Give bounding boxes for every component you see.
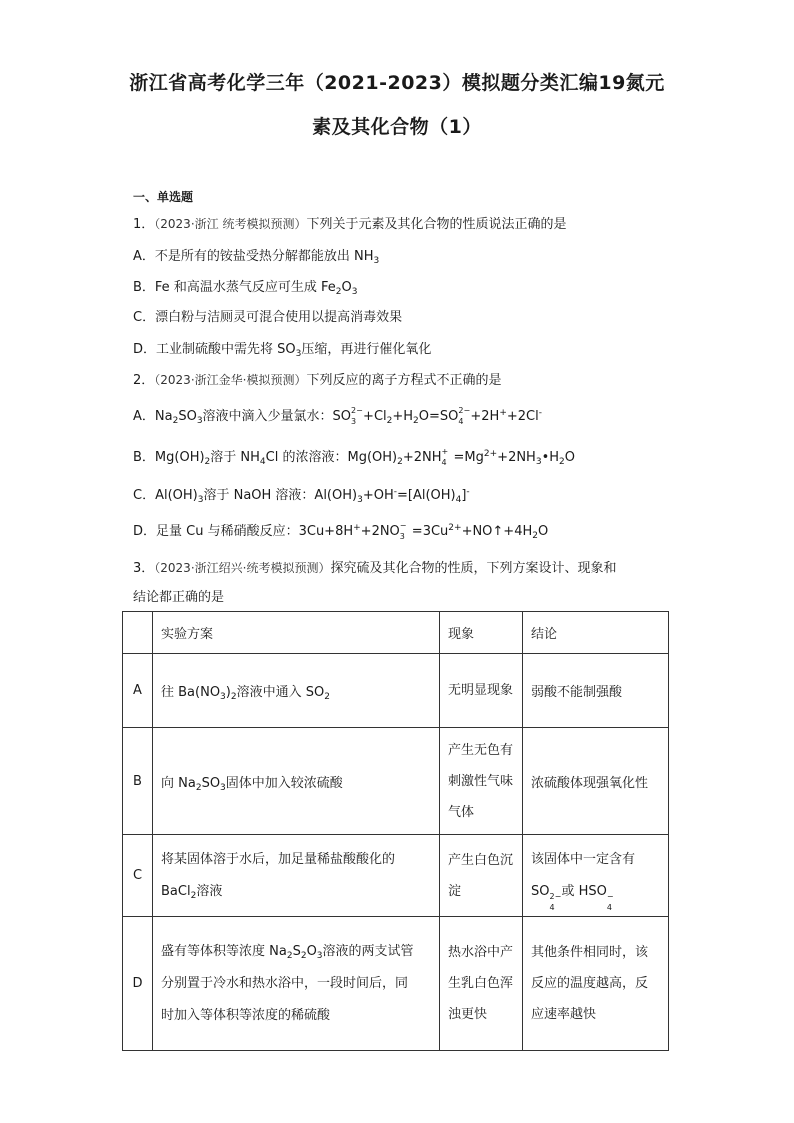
conclusion-text: 该固体中一定含有 xyxy=(531,851,636,867)
question-source: （2023·浙江 统考模拟预测） xyxy=(154,217,307,231)
subscript: 3 xyxy=(220,782,226,793)
plan-text: 时加入等体积等浓度的稀硫酸 xyxy=(161,1007,331,1023)
header-plan: 实验方案 xyxy=(153,612,440,654)
superscript: + xyxy=(353,523,361,533)
charge: 2− xyxy=(549,891,562,901)
plan-text: BaCl xyxy=(161,883,191,899)
subscript: 2 xyxy=(532,531,538,541)
row-label: C xyxy=(123,835,153,917)
question-number: 1． xyxy=(133,217,155,232)
row-label: B xyxy=(123,728,153,835)
formula-text: +Cl xyxy=(363,409,387,424)
count: 4 xyxy=(549,902,555,912)
document-title-line2: 素及其化合物（1） xyxy=(312,116,482,138)
formula-text: =3Cu xyxy=(411,524,449,539)
ion-charge xyxy=(458,406,471,426)
subscript: 2 xyxy=(397,457,403,467)
subscript: 3 xyxy=(535,457,542,467)
subscript: 3 xyxy=(351,287,358,297)
row-conclusion xyxy=(523,835,669,917)
plan-text: O xyxy=(306,943,317,959)
formula-text: +NO↑+4H xyxy=(461,524,533,539)
formula-text: +2H xyxy=(470,409,500,424)
formula-text: A．Na xyxy=(133,409,173,424)
subscript: 3 xyxy=(220,692,226,702)
option-text: O xyxy=(341,280,352,295)
count: 4 xyxy=(606,902,612,912)
superscript: 2+ xyxy=(448,523,462,533)
superscript: + xyxy=(499,408,507,418)
question-3-stem xyxy=(133,557,616,576)
plan-text xyxy=(161,876,431,908)
option-text: A．不是所有的铵盐受热分解都能放出 NH xyxy=(133,249,374,264)
table-row xyxy=(123,917,669,1051)
subscript: 2 xyxy=(386,416,393,426)
count: 4 xyxy=(458,417,464,426)
question-2-option-a xyxy=(133,405,542,424)
row-conclusion: 其他条件相同时，该反应的温度越高，反应速率越快 xyxy=(523,917,669,1051)
question-2-option-d xyxy=(133,520,548,539)
question-2-stem xyxy=(133,369,501,388)
superscript: - xyxy=(466,487,470,497)
table-row xyxy=(123,654,669,728)
experiment-table xyxy=(122,611,669,1051)
formula-text: +2Cl xyxy=(506,409,539,424)
subscript: 2 xyxy=(559,457,565,467)
question-1-option-c: C．漂白粉与洁厕灵可混合使用以提高消毒效果 xyxy=(133,310,403,325)
formula-text: •H xyxy=(541,450,560,465)
charge: 2− xyxy=(351,406,363,415)
plan-text: 向 Na xyxy=(161,775,196,791)
table-row xyxy=(123,728,669,835)
row-plan xyxy=(153,728,440,835)
plan-text: S xyxy=(292,943,301,959)
subscript: 4 xyxy=(259,457,266,467)
row-label: A xyxy=(123,654,153,728)
subscript: 2 xyxy=(204,457,211,467)
superscript: - xyxy=(538,408,542,418)
ion-charge xyxy=(399,521,412,541)
charge: − xyxy=(606,891,614,901)
superscript: 2+ xyxy=(483,449,498,459)
formula-text: +2NO xyxy=(360,524,400,539)
conclusion-text: 或 HSO xyxy=(561,883,607,899)
table-row xyxy=(123,835,669,917)
subscript: 3 xyxy=(316,950,323,961)
formula-text: +2NH xyxy=(497,450,536,465)
subscript: 2 xyxy=(300,950,307,961)
plan-text: 溶液 xyxy=(196,883,223,899)
charge: 2− xyxy=(458,406,471,415)
document-title-line1: 浙江省高考化学三年（2021-2023）模拟题分类汇编19氮元 xyxy=(129,72,665,94)
formula-text: +H xyxy=(392,409,414,424)
subscript: 4 xyxy=(455,495,462,505)
question-number: 3． xyxy=(133,561,155,576)
count: 3 xyxy=(351,417,357,426)
count: 3 xyxy=(399,532,405,541)
row-phenomenon: 无明显现象 xyxy=(440,654,523,728)
formula-text: O xyxy=(537,524,549,539)
row-plan xyxy=(153,917,440,1051)
charge: − xyxy=(399,521,407,530)
formula-text: 溶于 NaOH 溶液：Al(OH) xyxy=(203,488,358,503)
row-conclusion: 弱酸不能制强酸 xyxy=(523,654,669,728)
plan-text xyxy=(161,936,431,968)
formula-text: O xyxy=(564,450,575,465)
plan-text: 往 Ba(NO xyxy=(161,685,221,700)
subscript: 2 xyxy=(286,950,293,961)
formula-text: +OH xyxy=(362,488,394,503)
formula-text: C．Al(OH) xyxy=(133,488,198,503)
ion-charge xyxy=(606,884,619,912)
subscript: 3 xyxy=(197,495,204,505)
question-1-option-a xyxy=(133,245,379,264)
section-heading: 一、单选题 xyxy=(133,190,194,204)
question-source: （2023·浙江绍兴·统考模拟预测） xyxy=(154,561,331,575)
charge: + xyxy=(441,447,449,456)
header-phenomenon: 现象 xyxy=(440,612,523,654)
question-text: 下列反应的离子方程式不正确的是 xyxy=(306,373,502,388)
row-label: D xyxy=(123,917,153,1051)
subscript: 3 xyxy=(295,349,302,359)
subscript: 2 xyxy=(335,287,342,297)
plan-text: 将某固体溶于水后，加足量稀盐酸酸化的 xyxy=(161,851,396,867)
table-corner-cell xyxy=(123,612,153,654)
formula-text: +2NH xyxy=(402,450,442,465)
row-plan xyxy=(153,654,440,728)
option-text: 压缩，再进行催化氧化 xyxy=(301,342,432,357)
count: 4 xyxy=(441,458,447,467)
formula-text: =Mg xyxy=(453,450,484,465)
formula-text: B．Mg(OH) xyxy=(133,450,205,465)
row-phenomenon: 热水浴中产生乳白色浑浊更快 xyxy=(440,917,523,1051)
formula-text: O=SO xyxy=(418,409,459,424)
formula-text: SO xyxy=(178,409,197,424)
row-plan xyxy=(153,835,440,917)
question-2-option-c xyxy=(133,484,470,503)
question-text: 下列关于元素及其化合物的性质说法正确的是 xyxy=(306,217,567,232)
formula-text: D．足量 Cu 与稀硝酸反应：3Cu+8H xyxy=(133,524,354,539)
plan-text: 固体中加入较浓硫酸 xyxy=(225,775,343,791)
plan-text: 溶液的两支试管 xyxy=(322,943,414,959)
option-text: B．Fe 和高温水蒸气反应可生成 Fe xyxy=(133,280,336,295)
row-phenomenon: 产生无色有刺激性气味气体 xyxy=(440,728,523,835)
ion-charge xyxy=(549,884,562,912)
header-conclusion: 结论 xyxy=(523,612,669,654)
subscript: 2 xyxy=(195,782,202,793)
formula-text: Cl 的浓溶液：Mg(OH) xyxy=(265,450,398,465)
row-phenomenon: 产生白色沉淀 xyxy=(440,835,523,917)
conclusion-text xyxy=(531,876,660,912)
subscript: 2 xyxy=(230,692,237,702)
table-header-row xyxy=(123,612,669,654)
question-source: （2023·浙江金华·模拟预测） xyxy=(154,373,307,387)
question-number: 2． xyxy=(133,373,155,388)
formula-text: 溶液中滴入少量氯水：SO xyxy=(202,409,352,424)
plan-text: 分别置于冷水和热水浴中，一段时间后，同 xyxy=(161,975,409,991)
subscript: 2 xyxy=(190,890,197,901)
row-conclusion: 浓硫酸体现强氧化性 xyxy=(523,728,669,835)
question-1-stem xyxy=(133,213,566,232)
plan-text: SO xyxy=(201,775,221,791)
plan-text: 溶液中通入 SO xyxy=(236,685,325,700)
formula-text: 溶于 NH xyxy=(210,450,260,465)
subscript: 3 xyxy=(196,416,203,426)
formula-text: =[Al(OH) xyxy=(396,488,456,503)
subscript: 3 xyxy=(373,256,380,266)
plan-text: ) xyxy=(225,685,231,700)
question-text: 探究硫及其化合物的性质，下列方案设计、现象和 xyxy=(330,561,617,576)
option-text: D．工业制硫酸中需先将 SO xyxy=(133,342,296,357)
question-2-option-b xyxy=(133,446,575,465)
subscript: 3 xyxy=(357,495,363,505)
question-3-stem-cont: 结论都正确的是 xyxy=(133,590,225,605)
superscript: - xyxy=(393,487,397,497)
subscript: 2 xyxy=(413,416,419,426)
subscript: 2 xyxy=(172,416,179,426)
subscript: 2 xyxy=(324,692,330,702)
plan-text: 盛有等体积等浓度 Na xyxy=(161,943,287,959)
ion-charge xyxy=(441,447,454,467)
ion-charge xyxy=(351,406,363,426)
conclusion-text: SO xyxy=(531,883,550,899)
question-1-option-b xyxy=(133,276,357,295)
formula-text: ] xyxy=(461,488,467,503)
question-1-option-d xyxy=(133,338,431,357)
